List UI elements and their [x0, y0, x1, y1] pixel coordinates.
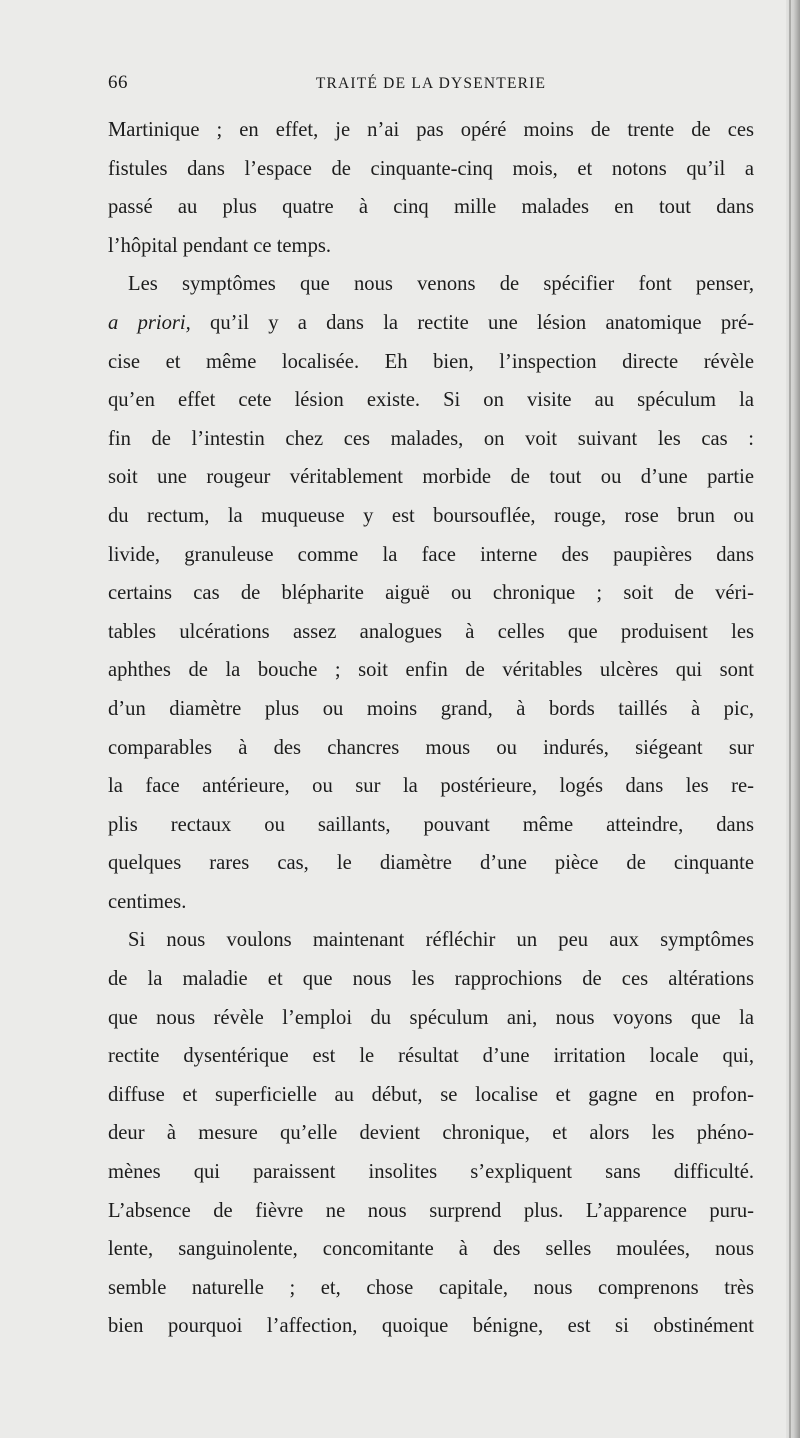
- page-number: 66: [108, 72, 128, 93]
- text-line: soit une rougeur véritablement morbide de tout ou d’une partie: [108, 466, 754, 489]
- body-text: [108, 111, 754, 1346]
- running-title: TRAITÉ DE LA DYSENTERIE: [315, 75, 547, 92]
- paragraph-1: [108, 111, 754, 265]
- text-line-italic-start: [108, 304, 754, 343]
- text-line: plis rectaux ou saillants, pouvant même atteindre, dans: [108, 813, 754, 836]
- text-line: Les symptômes que nous venons de spécifier font penser,: [128, 273, 754, 296]
- text-line: rectite dysentérique est le résultat d’une irritation locale qui,: [108, 1045, 754, 1068]
- text-line: quelques rares cas, le diamètre d’une pièce de cinquante: [108, 852, 754, 875]
- text-line: mènes qui paraissent insolites s’expliquent sans difficulté.: [108, 1161, 754, 1184]
- text-line: fistules dans l’espace de cinquante-cinq mois, et notons qu’il a: [108, 157, 754, 180]
- text-line: diffuse et superficielle au début, se localise et gagne en profon-: [108, 1083, 754, 1106]
- text-line: semble naturelle ; et, chose capitale, nous comprenons très: [108, 1276, 754, 1299]
- text-line: Si nous voulons maintenant réfléchir un peu aux symptômes: [128, 929, 754, 952]
- text-line: livide, granuleuse comme la face interne des paupières dans: [108, 543, 754, 566]
- text-line: aphthes de la bouche ; soit enfin de véritables ulcères qui sont: [108, 659, 754, 682]
- text-line: certains cas de blépharite aiguë ou chronique ; soit de véri-: [108, 582, 754, 605]
- text-line: de la maladie et que nous les rapprochions de ces altérations: [108, 968, 754, 991]
- text-line: qu’en effet cete lésion existe. Si on visite au spéculum la: [108, 389, 754, 412]
- text-line: que nous révèle l’emploi du spéculum ani, nous voyons que la: [108, 1006, 754, 1029]
- text-line: cise et même localisée. Eh bien, l’inspection directe révèle: [108, 350, 754, 373]
- text-line: tables ulcérations assez analogues à celles que produisent les: [108, 620, 754, 643]
- page-header: [108, 72, 754, 102]
- text-line: comparables à des chancres mous ou indurés, siégeant sur: [108, 736, 754, 759]
- text-line: la face antérieure, ou sur la postérieure, logés dans les re-: [108, 775, 754, 798]
- text-line: deur à mesure qu’elle devient chronique, et alors les phéno-: [108, 1122, 754, 1145]
- italic-phrase: a priori,: [108, 311, 191, 334]
- text-line: Martinique ; en effet, je n’ai pas opéré moins de trente de ces: [108, 119, 754, 141]
- text-line-rest: qu’il y a dans la rectite une lésion anatomique pré-: [190, 311, 754, 334]
- text-line: bien pourquoi l’affection, quoique bénigne, est si obstinément: [108, 1315, 754, 1338]
- text-line: du rectum, la muqueuse y est boursouflée, rouge, rose brun ou: [108, 504, 754, 527]
- text-line: d’un diamètre plus ou moins grand, à bords taillés à pic,: [108, 697, 754, 720]
- text-line: l’hôpital pendant ce temps.: [108, 234, 332, 257]
- paragraph-3: [108, 921, 754, 1346]
- text-line: fin de l’intestin chez ces malades, on voit suivant les cas :: [108, 427, 754, 450]
- text-line: lente, sanguinolente, concomitante à des selles moulées, nous: [108, 1238, 754, 1261]
- paragraph-2: [108, 265, 754, 921]
- page-edge-line: [789, 0, 791, 1438]
- text-line: L’absence de fièvre ne nous surprend plus. L’apparence puru-: [108, 1199, 754, 1222]
- text-line: centimes.: [108, 890, 187, 913]
- text-line: passé au plus quatre à cinq mille malades en tout dans: [108, 196, 754, 219]
